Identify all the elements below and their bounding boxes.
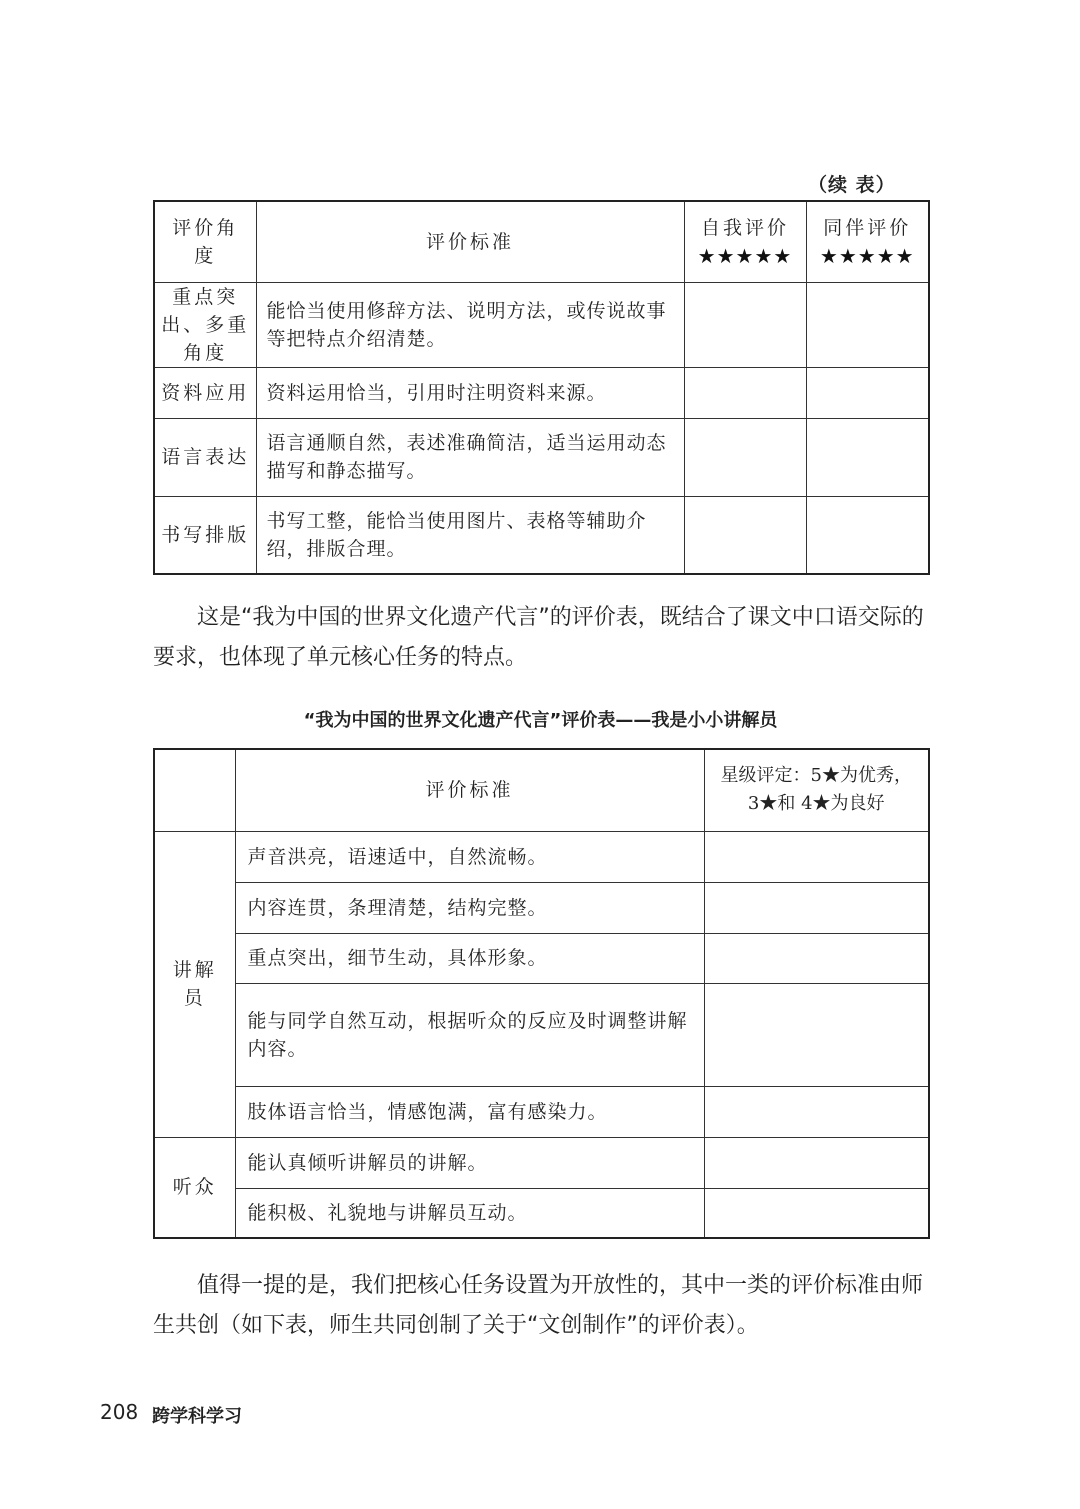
row-angle: 重点突出、多重角度: [154, 282, 256, 367]
row-criteria: 书写工整，能恰当使用图片、表格等辅助介绍，排版合理。: [256, 496, 684, 574]
row-criteria: 重点突出，细节生动，具体形象。: [235, 933, 704, 983]
row-criteria: 能与同学自然互动，根据听众的反应及时调整讲解内容。: [235, 983, 704, 1086]
header-peer-eval: [806, 201, 929, 282]
role-speaker: 讲解员: [154, 831, 235, 1137]
header-self-eval: [684, 201, 806, 282]
peer-eval-cell[interactable]: [806, 496, 929, 574]
row-criteria: 能积极、礼貌地与讲解员互动。: [235, 1188, 704, 1238]
table-row: [154, 933, 929, 983]
header-criteria: 评价标准: [235, 749, 704, 831]
rating-cell[interactable]: [704, 882, 929, 933]
header-criteria: 评价标准: [256, 201, 684, 282]
row-criteria: 声音洪亮，语速适中，自然流畅。: [235, 831, 704, 882]
rating-cell[interactable]: [704, 1137, 929, 1188]
rating-cell[interactable]: [704, 831, 929, 882]
table-row: [154, 496, 929, 574]
table-row: [154, 282, 929, 367]
table-header-row: [154, 201, 929, 282]
speaker-evaluation-table: [153, 748, 930, 1239]
header-peer-label: 同伴评价: [823, 216, 912, 239]
row-criteria: 能认真倾听讲解员的讲解。: [235, 1137, 704, 1188]
peer-eval-cell[interactable]: [806, 282, 929, 367]
peer-eval-cell[interactable]: [806, 418, 929, 496]
header-angle: 评价角度: [154, 201, 256, 282]
row-criteria: 内容连贯，条理清楚，结构完整。: [235, 882, 704, 933]
table-row: [154, 831, 929, 882]
peer-eval-cell[interactable]: [806, 367, 929, 418]
rating-cell[interactable]: [704, 1188, 929, 1238]
table-row: [154, 418, 929, 496]
self-eval-cell[interactable]: [684, 496, 806, 574]
row-angle: 资料应用: [154, 367, 256, 418]
table-header-row: [154, 749, 929, 831]
table-row: [154, 882, 929, 933]
star-rating-icon: ★★★★★: [697, 243, 793, 268]
self-eval-cell[interactable]: [684, 367, 806, 418]
role-audience: 听众: [154, 1137, 235, 1238]
continued-label: （续 表）: [808, 174, 896, 196]
row-criteria: 资料运用恰当，引用时注明资料来源。: [256, 367, 684, 418]
table-row: [154, 983, 929, 1086]
page-number: 208: [100, 1400, 139, 1424]
table2-title: “我为中国的世界文化遗产代言”评价表——我是小小讲解员: [303, 710, 778, 731]
row-angle: 书写排版: [154, 496, 256, 574]
rating-cell[interactable]: [704, 1086, 929, 1137]
header-rating: [704, 749, 929, 831]
star-rating-icon: ★★★★★: [819, 243, 915, 268]
self-eval-cell[interactable]: [684, 282, 806, 367]
self-eval-cell[interactable]: [684, 418, 806, 496]
table-row: [154, 1086, 929, 1137]
row-criteria: 肢体语言恰当，情感饱满，富有感染力。: [235, 1086, 704, 1137]
header-empty: [154, 749, 235, 831]
header-self-label: 自我评价: [700, 216, 789, 239]
row-criteria: 语言通顺自然，表述准确简洁，适当运用动态描写和静态描写。: [256, 418, 684, 496]
rating-line-2: 3★和 4★为良好: [747, 793, 885, 815]
row-angle: 语言表达: [154, 418, 256, 496]
rating-line-1: 星级评定：5★为优秀，: [720, 765, 912, 787]
table-row: [154, 367, 929, 418]
paragraph-closing: 值得一提的是，我们把核心任务设置为开放性的，其中一类的评价标准由师生共创（如下表，师生共同创制了关于“文创制作”的评价表）。: [153, 1273, 924, 1338]
book-title: 跨学科学习: [152, 1406, 242, 1427]
paragraph-intro: 这是“我为中国的世界文化遗产代言”的评价表，既结合了课文中口语交际的要求，也体现了单元核心任务的特点。: [153, 605, 924, 670]
rating-cell[interactable]: [704, 983, 929, 1086]
table-row: [154, 1137, 929, 1188]
evaluation-table-continued: [153, 200, 930, 575]
table-row: [154, 1188, 929, 1238]
row-criteria: 能恰当使用修辞方法、说明方法，或传说故事等把特点介绍清楚。: [256, 282, 684, 367]
rating-cell[interactable]: [704, 933, 929, 983]
